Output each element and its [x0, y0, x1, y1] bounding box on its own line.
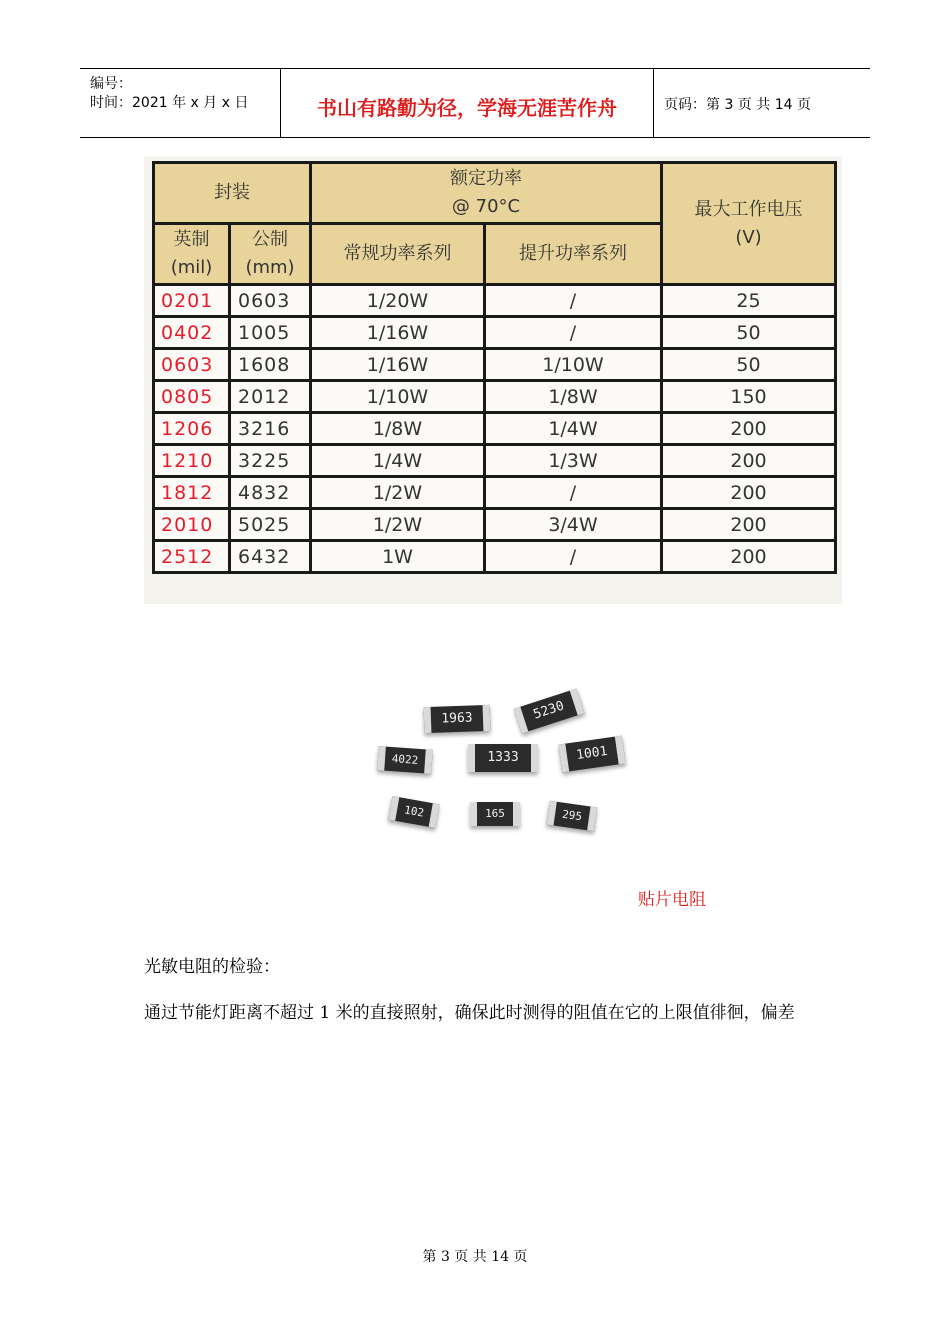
page-indicator: 页码：第 3 页 共 14 页 — [664, 97, 811, 113]
mil-code: 1210 — [154, 445, 230, 477]
enhanced-power: / — [485, 317, 662, 349]
enhanced-power: 1/10W — [485, 349, 662, 381]
resistor-chip: 165 — [470, 802, 520, 826]
header-page-cell — [654, 69, 870, 137]
mil-code: 2512 — [154, 541, 230, 573]
mil-code: 0805 — [154, 381, 230, 413]
document-header — [80, 68, 870, 138]
max-voltage: 200 — [662, 445, 836, 477]
metric-header — [230, 224, 311, 285]
mil-code: 0603 — [154, 349, 230, 381]
metric-title: 公制 — [252, 229, 288, 250]
rated-power-title: 额定功率 — [450, 168, 522, 189]
date-line: 时间：2021 年 x 月 x 日 — [90, 95, 249, 111]
standard-power: 1/2W — [311, 477, 485, 509]
resistor-chip: 295 — [547, 801, 598, 831]
table-row — [154, 445, 836, 477]
max-voltage: 25 — [662, 285, 836, 317]
standard-power: 1W — [311, 541, 485, 573]
resistor-chip: 5230 — [514, 688, 585, 733]
enhanced-power: 3/4W — [485, 509, 662, 541]
resistor-chip: 4022 — [377, 746, 433, 774]
number-label: 编号： — [90, 76, 132, 92]
enhanced-power: 1/3W — [485, 445, 662, 477]
enhanced-power: 1/4W — [485, 413, 662, 445]
mil-code: 1812 — [154, 477, 230, 509]
enhanced-power-header: 提升功率系列 — [485, 224, 662, 285]
mm-code: 5025 — [230, 509, 311, 541]
max-voltage-title: 最大工作电压 — [694, 198, 803, 220]
metric-unit: (mm) — [245, 257, 295, 278]
mm-code: 1608 — [230, 349, 311, 381]
table-row — [154, 285, 836, 317]
table-row — [154, 413, 836, 445]
resistor-chip: 1333 — [468, 744, 538, 772]
mm-code: 2012 — [230, 381, 311, 413]
imperial-unit: (mil) — [170, 257, 213, 278]
table-row — [154, 541, 836, 573]
imperial-header — [154, 224, 230, 285]
mil-code: 0402 — [154, 317, 230, 349]
max-voltage-unit: (V) — [735, 226, 762, 248]
mm-code: 3225 — [230, 445, 311, 477]
header-info-cell — [80, 69, 281, 137]
enhanced-power: 1/8W — [485, 381, 662, 413]
mm-code: 6432 — [230, 541, 311, 573]
table-row — [154, 509, 836, 541]
mm-code: 1005 — [230, 317, 311, 349]
resistor-chip: 1001 — [558, 736, 625, 773]
mil-code: 2010 — [154, 509, 230, 541]
max-voltage: 150 — [662, 381, 836, 413]
resistor-chip: 102 — [388, 796, 439, 828]
imperial-title: 英制 — [173, 229, 210, 250]
max-voltage: 50 — [662, 317, 836, 349]
standard-power: 1/4W — [311, 445, 485, 477]
header-motto: 书山有路勤为径，学海无涯苦作舟 — [317, 96, 617, 120]
body-paragraph: 通过节能灯距离不超过 1 米的直接照射，确保此时测得的阻值在它的上限值徘徊，偏差 — [144, 1003, 795, 1023]
rated-power-temp: @ 70°C — [451, 196, 521, 217]
table-row — [154, 381, 836, 413]
enhanced-power: / — [485, 541, 662, 573]
table-row — [154, 317, 836, 349]
standard-power: 1/10W — [311, 381, 485, 413]
smd-resistor-photo — [368, 676, 638, 844]
resistor-spec-table — [152, 161, 837, 574]
standard-power: 1/20W — [311, 285, 485, 317]
standard-power: 1/16W — [311, 349, 485, 381]
page-footer: 第 3 页 共 14 页 — [422, 1249, 528, 1265]
rated-power-header — [311, 163, 662, 224]
max-voltage: 200 — [662, 477, 836, 509]
package-header: 封装 — [154, 163, 311, 224]
table-row — [154, 349, 836, 381]
max-voltage: 50 — [662, 349, 836, 381]
enhanced-power: / — [485, 477, 662, 509]
enhanced-power: / — [485, 285, 662, 317]
mm-code: 4832 — [230, 477, 311, 509]
standard-power: 1/8W — [311, 413, 485, 445]
mm-code: 3216 — [230, 413, 311, 445]
standard-power: 1/16W — [311, 317, 485, 349]
mil-code: 0201 — [154, 285, 230, 317]
max-voltage: 200 — [662, 541, 836, 573]
spec-table-image — [144, 157, 842, 604]
standard-power: 1/2W — [311, 509, 485, 541]
mil-code: 1206 — [154, 413, 230, 445]
max-voltage: 200 — [662, 413, 836, 445]
max-voltage: 200 — [662, 509, 836, 541]
mm-code: 0603 — [230, 285, 311, 317]
resistor-chip: 1963 — [424, 705, 491, 733]
standard-power-header: 常规功率系列 — [311, 224, 485, 285]
table-row — [154, 477, 836, 509]
max-voltage-header — [662, 163, 836, 285]
section-heading: 光敏电阻的检验： — [144, 957, 280, 977]
header-motto-cell — [281, 69, 654, 137]
photo-caption: 贴片电阻 — [638, 890, 706, 910]
